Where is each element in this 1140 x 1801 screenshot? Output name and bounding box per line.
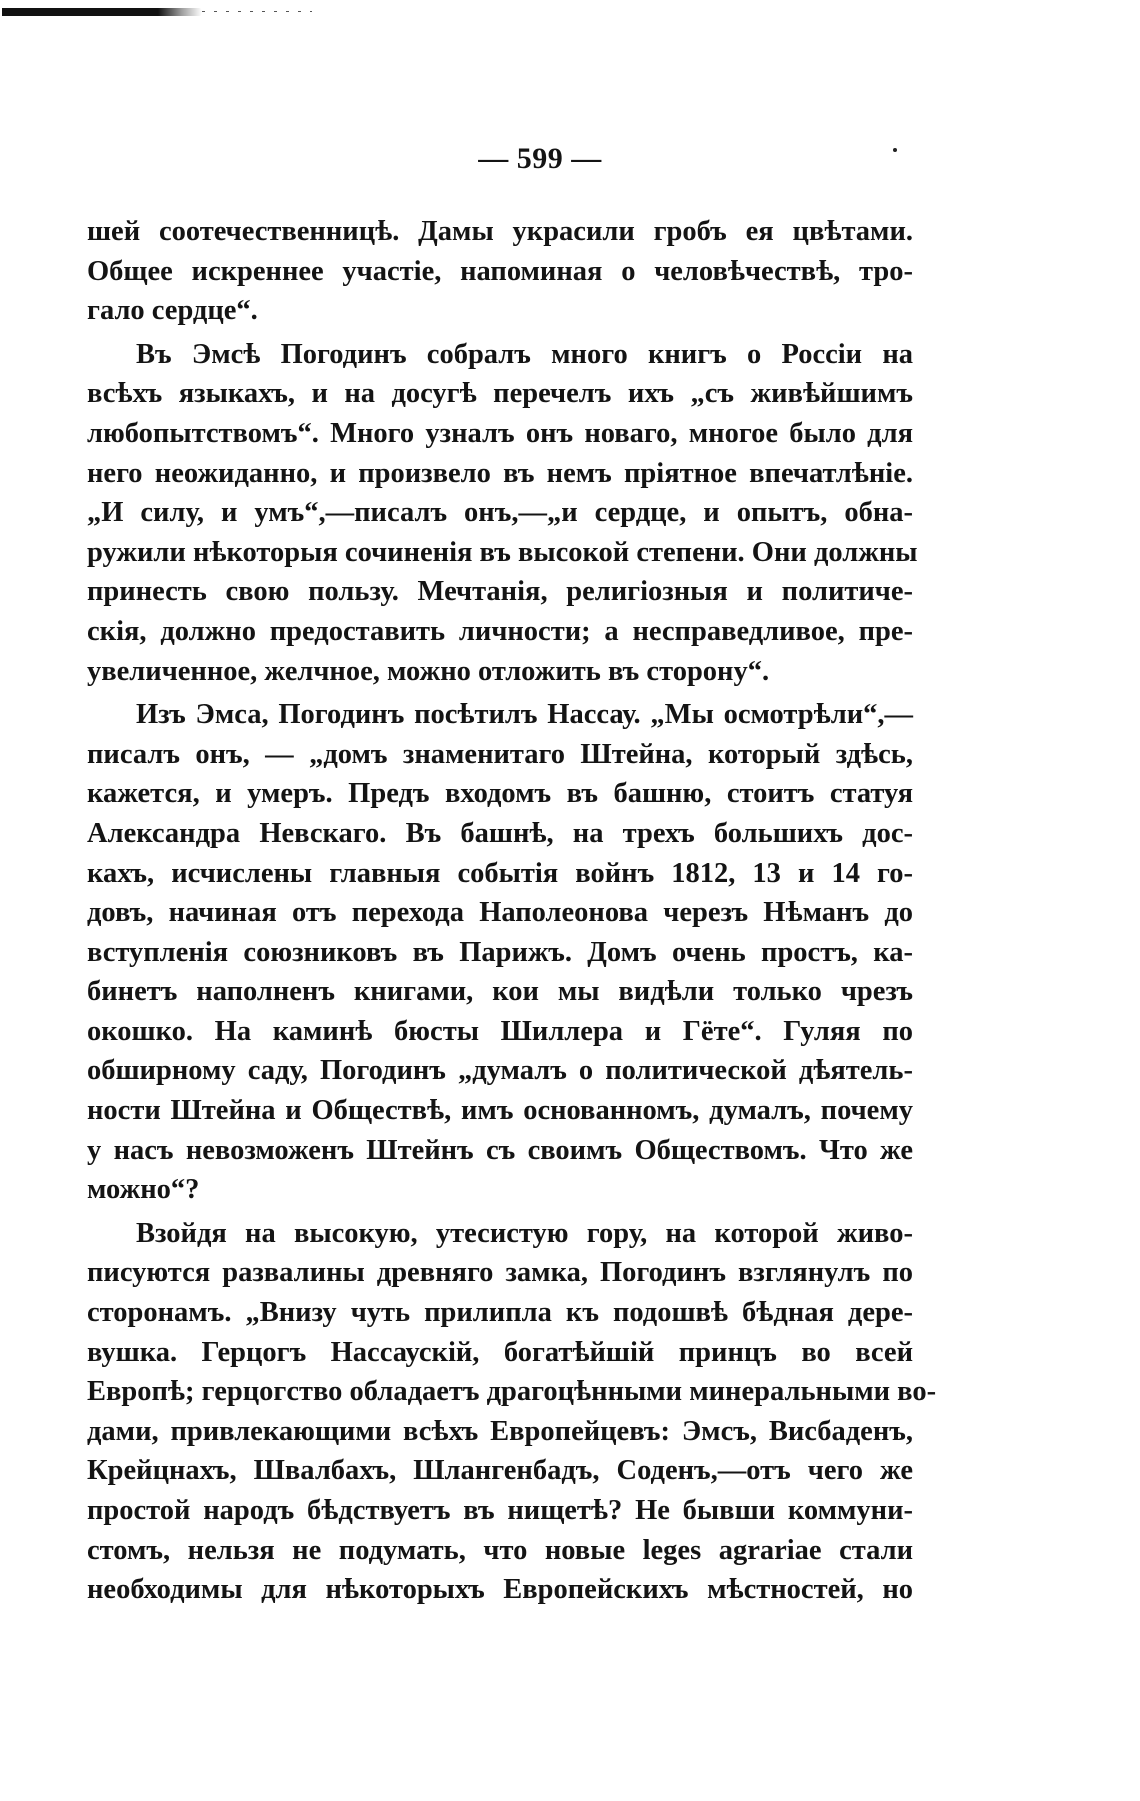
text-line: вушка. Герцогъ Нассаускій, богатѣйшій принцъ во всей [87,1336,913,1368]
text-line: Въ Эмсѣ Погодинъ собралъ много книгъ о Россіи на [136,338,913,370]
paragraph-2 [87,335,918,691]
text-line: принесть свою пользу. Мечтанія, религіозныя и политиче- [87,576,913,608]
text-line: скія, должно предоставить личности; а несправедливое, пре- [87,615,913,647]
text-line: кахъ, исчислены главныя событія войнъ 1812, 13 и 14 го- [87,857,913,889]
text-line: необходимы для нѣкоторыхъ Европейскихъ мѣстностей, но [87,1574,913,1606]
text-line: увеличенное, желчное, можно отложить въ сторону“. [87,655,770,687]
text-line: него неожиданно, и произвело въ немъ пріятное впечатлѣніе. [87,457,913,489]
text-line: Взойдя на высокую, утесистую гору, на которой живо- [136,1217,913,1249]
text-line: писалъ онъ, — „домъ знаменитаго Штейна, который здѣсь, [87,738,913,770]
page-number: — 599 — [478,142,602,175]
text-line: Александра Невскаго. Въ башнѣ, на трехъ большихъ дос- [87,817,913,849]
text-line: у насъ невозможенъ Штейнъ съ своимъ Обществомъ. Что же [87,1134,913,1166]
text-line: „И силу, и умъ“,—писалъ онъ,—„и сердце, и опытъ, обна- [87,497,913,529]
text-line: ности Штейна и Обществѣ, имъ основанномъ, думалъ, почему [87,1095,913,1127]
text-line: Европѣ; герцогство обладаетъ драгоцѣнными минеральными во- [87,1376,937,1408]
text-line: обширному саду, Погодинъ „думалъ о политической дѣятель- [87,1055,913,1087]
text-line: дами, привлекающими всѣхъ Европейцевъ: Эмсъ, Висбаденъ, [87,1415,913,1447]
text-line: стомъ, нельзя не подумать, что новые leges agrariae стали [87,1534,913,1566]
paragraph-1 [87,212,913,331]
text-line: Изъ Эмса, Погодинъ посѣтилъ Нассау. „Мы осмотрѣли“,— [136,699,913,731]
text-line: гало сердце“. [87,295,258,327]
text-line: любопытствомъ“. Много узналъ онъ новаго, многое было для [87,417,913,449]
scan-edge-mark [2,8,202,16]
text-line: окошко. На каминѣ бюсты Шиллера и Гёте“. Гуляя по [87,1015,913,1047]
body-text [87,212,937,1610]
text-line: ружили нѣкоторыя сочиненія въ высокой степени. Они должны [87,536,918,568]
text-line: Общее искреннее участіе, напоминая о человѣчествѣ, тро- [87,255,913,287]
text-line: вступленія союзниковъ въ Парижъ. Домъ очень простъ, ка- [87,936,913,968]
text-line: Крейцнахъ, Швалбахъ, Шлангенбадъ, Соденъ,—отъ чего же [87,1455,913,1487]
text-line: сторонамъ. „Внизу чуть прилипла къ подошвѣ бѣдная дере- [87,1297,913,1329]
text-line: довъ, начиная отъ перехода Наполеонова черезъ Нѣманъ до [87,897,913,929]
text-line: можно“? [87,1174,200,1206]
text-line: всѣхъ языкахъ, и на досугѣ перечелъ ихъ „съ живѣйшимъ [87,378,913,410]
paragraph-4 [87,1214,937,1610]
text-line: кажется, и умеръ. Предъ входомъ въ башню, стоитъ статуя [87,778,913,810]
text-line: простой народъ бѣдствуетъ въ нищетѣ? Не бывши коммуни- [87,1495,913,1526]
paragraph-3 [87,695,913,1210]
text-line: шей соотечественницѣ. Дамы украсили гробъ ея цвѣтами. [87,216,913,247]
text-line: бинетъ наполненъ книгами, кои мы видѣли только чрезъ [87,976,913,1008]
text-line: писуются развалины древняго замка, Погодинъ взглянулъ по [87,1257,913,1289]
